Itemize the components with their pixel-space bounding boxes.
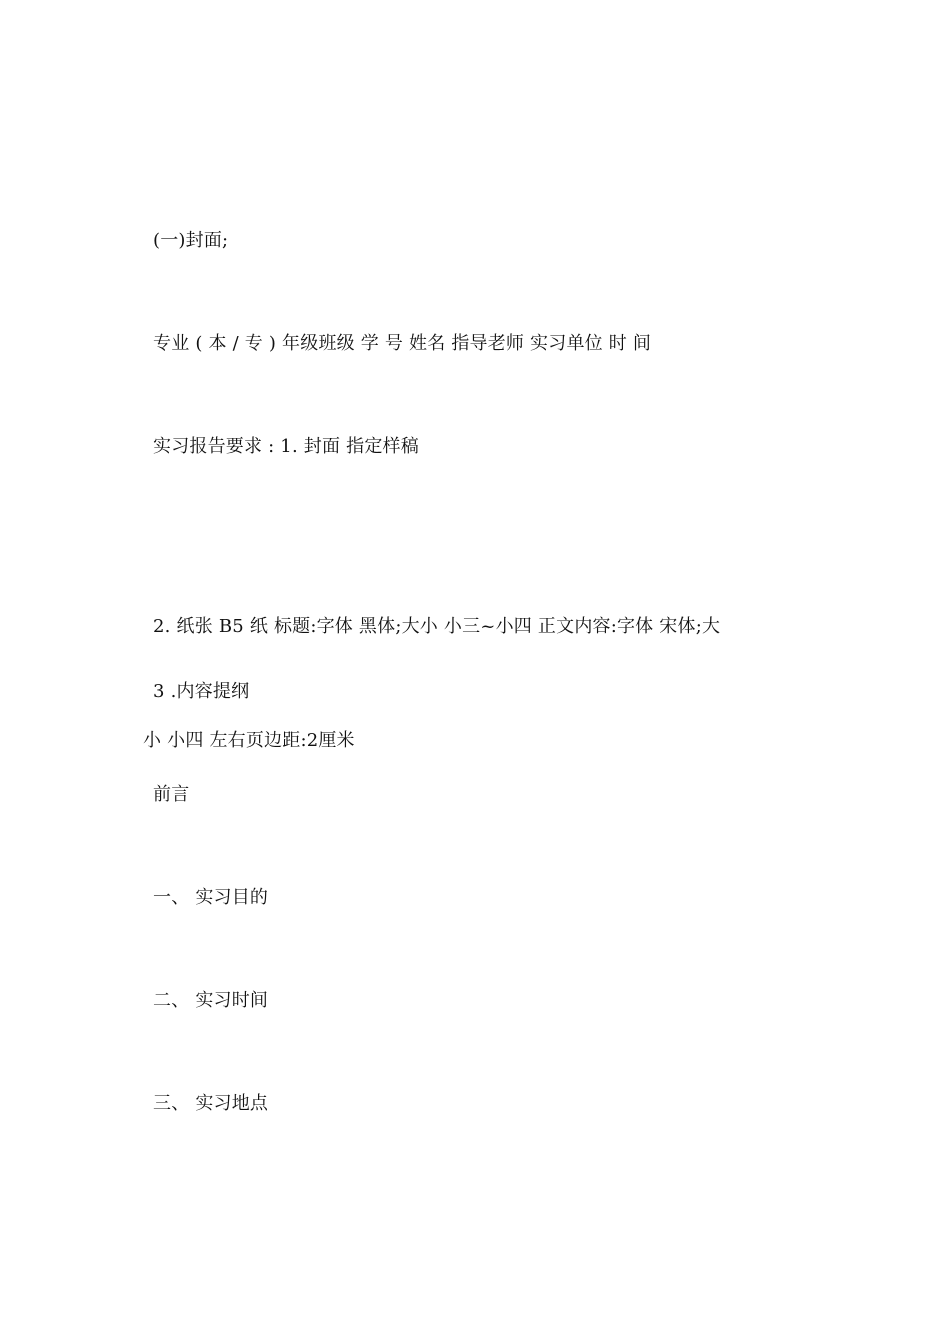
- section-cover-heading: (一)封面;: [153, 230, 229, 251]
- paper-format-line-1: 2. 纸张 B5 纸 标题:字体 黑体;大小 小三~小四 正文内容:字体 宋体;大: [153, 616, 721, 637]
- paper-format-line-2: 小 小四 左右页边距:2厘米: [143, 730, 355, 751]
- internship-purpose-heading: 一、 实习目的: [153, 887, 269, 908]
- internship-time-heading: 二、 实习时间: [153, 990, 269, 1011]
- outline-heading: 3 .内容提纲: [153, 681, 250, 702]
- report-requirements-line: 实习报告要求 : 1. 封面 指定样稿: [153, 436, 419, 457]
- cover-fields-line: 专业 ( 本 / 专 ) 年级班级 学 号 姓名 指导老师 实习单位 时 间: [153, 333, 652, 354]
- preface-heading: 前言: [153, 784, 190, 805]
- internship-location-heading: 三、 实习地点: [153, 1093, 269, 1114]
